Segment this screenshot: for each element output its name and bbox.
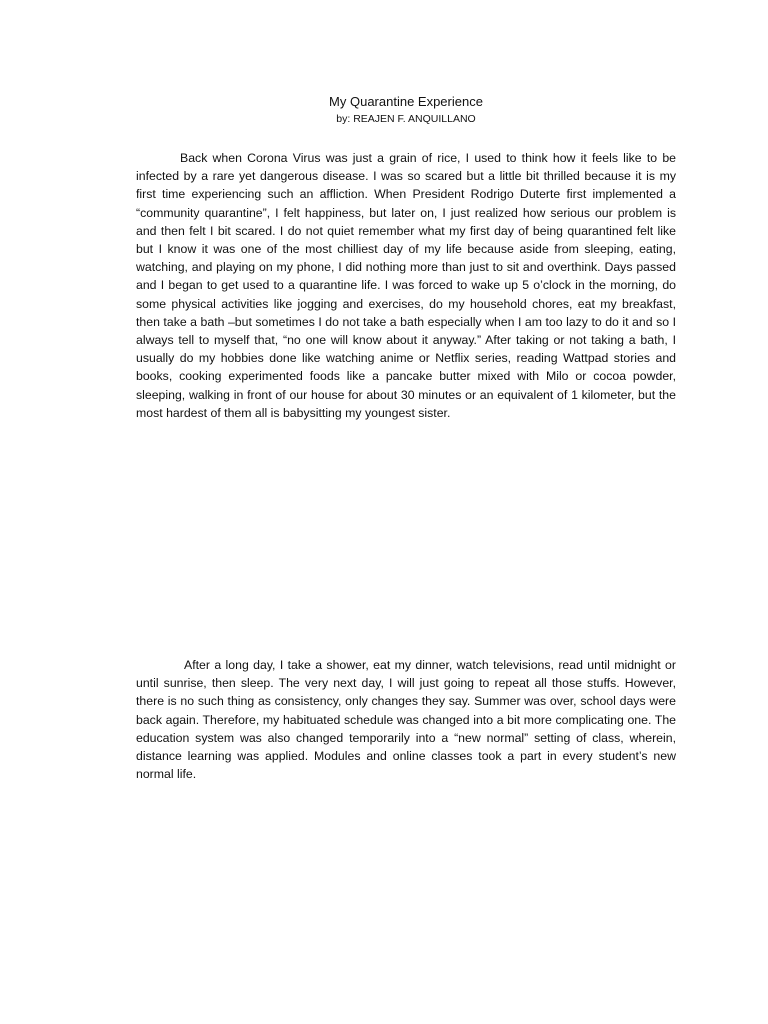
document-title: My Quarantine Experience [329,94,483,109]
body-paragraph-2: After a long day, I take a shower, eat my dinner, watch televisions, read until midnight or until sunrise, then sleep. The very next day, I will just going to repeat all those stuffs. However, there is no such thing as consistency, only changes they say. Summer was over, school days were back again. Therefore, my habituated schedule was changed into a bit more complicating one. The education system was also changed temporarily into a “new normal” setting of class, wherein, distance learning was applied. Modules and online classes took a part in every student’s new normal life. [136,658,676,782]
body-paragraph-1: Back when Corona Virus was just a grain of rice, I used to think how it feels like to be infected by a rare yet dangerous disease. I was so scared but a little bit thrilled because it is my first time experiencing such an affliction. When President Rodrigo Duterte first implemented a “community quarantine”, I felt happiness, but later on, I just realized how serious our problem is and then felt I bit scared. I do not quiet remember what my first day of being quarantined felt like but I know it was one of the most chilliest day of my life because aside from sleeping, eating, watching, and playing on my phone, I did nothing more than just to sit and overthink. Days passed and I began to get used to a quarantine life. I was forced to wake up 5 o’clock in the morning, do some physical activities like jogging and exercises, do my household chores, eat my breakfast, then take a bath –but sometimes I do not take a bath especially when I am too lazy to do it and so I always tell to myself that, “no one will know about it anyway.” After taking or not taking a bath, I usually do my hobbies done like watching anime or Netflix series, reading Wattpad stories and books, cooking experimented foods like a pancake butter mixed with Milo or cocoa powder, sleeping, walking in front of our house for about 30 minutes or an equivalent of 1 kilometer, but the most hardest of them all is babysitting my youngest sister. [136,151,676,420]
document-byline: by: REAJEN F. ANQUILLANO [336,113,476,125]
